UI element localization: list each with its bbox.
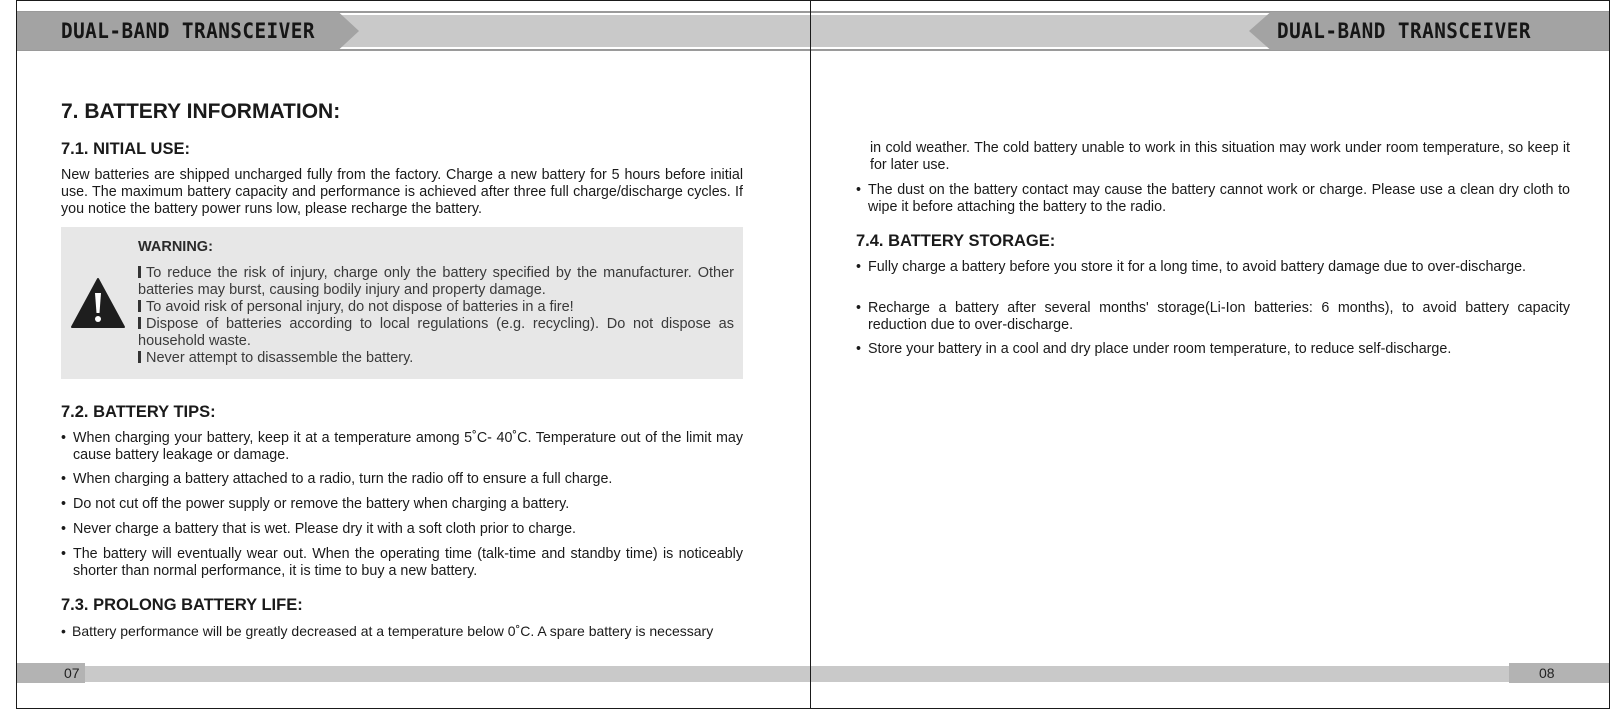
- warning-item: Never attempt to disassemble the battery.: [138, 350, 734, 367]
- bullet-dot: •: [856, 182, 862, 198]
- storage-item: • Recharge a battery after several months' storage(Li-Ion batteries: 6 months), to avoid battery capacity reduction due to over-discharge.: [856, 300, 1570, 333]
- heading-initial-use: 7.1. NITIAL USE:: [61, 140, 190, 158]
- tip-item: • Never charge a battery that is wet. Please dry it with a soft cloth prior to charge.: [61, 521, 577, 537]
- page-number: 08: [1539, 665, 1555, 681]
- footer-band: [811, 666, 1609, 682]
- heading-prolong-life: 7.3. PROLONG BATTERY LIFE:: [61, 596, 303, 614]
- prolong-item: • Battery performance will be greatly decreased at a temperature below 0˚C. A spare battery is necessary: [61, 623, 714, 639]
- tip-item: • When charging a battery attached to a radio, turn the radio off to ensure a full charge.: [61, 471, 613, 487]
- warning-bar: [138, 351, 141, 363]
- tip-item: • When charging your battery, keep it at a temperature among 5˚C- 40˚C. Temperature out of the limit may cause battery leakage or damage.: [61, 430, 743, 463]
- section-title: 7. BATTERY INFORMATION:: [61, 100, 341, 123]
- bullet-dot: •: [61, 430, 67, 446]
- right-page: [810, 0, 1610, 709]
- warning-title: WARNING:: [138, 239, 213, 255]
- footer-band: [17, 666, 811, 682]
- warning-box: [61, 227, 743, 379]
- warning-item: To reduce the risk of injury, charge only the battery specified by the manufacturer. Other batteries may burst, causing bodily injury and property damage.: [138, 265, 734, 298]
- warning-triangle-icon: [70, 277, 126, 329]
- warning-bar: [138, 317, 141, 329]
- bullet-dot: •: [61, 546, 67, 562]
- footer-tab: [1509, 663, 1609, 683]
- bullet-dot: •: [61, 623, 66, 639]
- storage-item: • Store your battery in a cool and dry place under room temperature, to reduce self-discharge.: [856, 341, 1452, 357]
- bullet-dot: •: [856, 341, 862, 357]
- bullet-dot: •: [856, 259, 862, 275]
- storage-item: • Fully charge a battery before you store it for a long time, to avoid battery damage due to over-discharge.: [856, 259, 1527, 275]
- header-title: DUAL-BAND TRANSCEIVER: [61, 19, 315, 43]
- warning-bar: [138, 300, 141, 312]
- left-page: [16, 0, 812, 709]
- bullet-dot: •: [61, 496, 67, 512]
- heading-battery-tips: 7.2. BATTERY TIPS:: [61, 403, 216, 421]
- header-title: DUAL-BAND TRANSCEIVER: [1277, 19, 1531, 43]
- bullet-dot: •: [61, 521, 67, 537]
- bullet-dot: •: [856, 300, 862, 316]
- initial-use-text: New batteries are shipped uncharged fully from the factory. Charge a new battery for 5 hours before initial use. The maximum battery capacity and performance is achieved after three full charge/discharge cycles. If you notice the battery power runs low, please recharge the battery.: [61, 167, 743, 217]
- warning-bar: [138, 266, 141, 278]
- heading-battery-storage: 7.4. BATTERY STORAGE:: [856, 232, 1056, 250]
- tip-item: • The battery will eventually wear out. When the operating time (talk-time and standby time) is noticeably shorter than normal performance, it is time to buy a new battery.: [61, 546, 743, 579]
- dust-item: • The dust on the battery contact may cause the battery cannot work or charge. Please use a clean dry cloth to wipe it before attaching the battery to the radio.: [856, 182, 1570, 215]
- tip-item: • Do not cut off the power supply or remove the battery when charging a battery.: [61, 496, 570, 512]
- warning-item: To avoid risk of personal injury, do not dispose of batteries in a fire!: [138, 299, 734, 316]
- bullet-dot: •: [61, 471, 67, 487]
- page-number: 07: [64, 665, 80, 681]
- warning-item: Dispose of batteries according to local regulations (e.g. recycling). Do not dispose as household waste.: [138, 316, 734, 349]
- continued-text: in cold weather. The cold battery unable to work in this situation may work under room temperature, so keep it for later use.: [870, 140, 1570, 173]
